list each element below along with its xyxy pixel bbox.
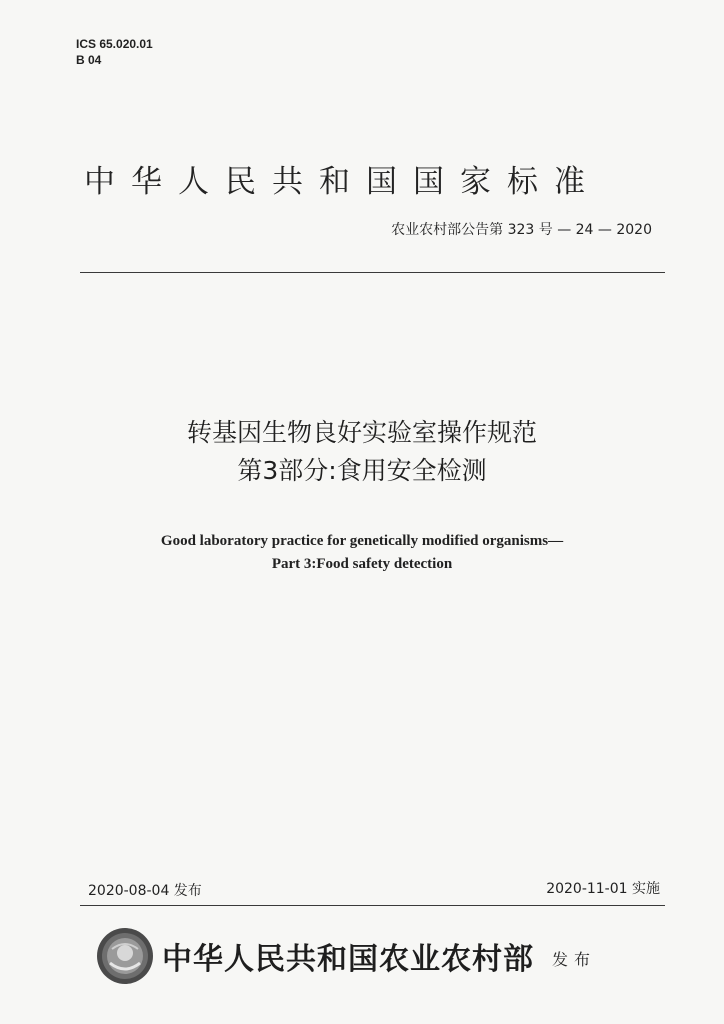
- ccs-code: B 04: [76, 53, 102, 67]
- top-divider: [80, 272, 665, 273]
- ministry-emblem-icon: [96, 927, 154, 985]
- bottom-divider: [80, 905, 665, 906]
- issue-date: 2020-08-04 发布: [88, 883, 202, 899]
- english-title-line-2: Part 3:Food safety detection: [271, 556, 453, 572]
- ics-code: ICS 65.020.01: [76, 37, 153, 51]
- chinese-title-line-2: 第3部分:食用安全检测: [237, 456, 487, 485]
- chinese-title: [0, 414, 724, 490]
- issue-label: 发布: [552, 949, 597, 969]
- national-standard-title: 中华人民共和国国家标准: [84, 164, 601, 200]
- implementation-date: 2020-11-01 实施: [546, 881, 660, 897]
- english-title: [0, 530, 724, 576]
- chinese-title-line-1: 转基因生物良好实验室操作规范: [186, 418, 537, 447]
- english-title-line-1: Good laboratory practice for genetically modified organisms—: [160, 533, 564, 549]
- issuing-authority: 中华人民共和国农业农村部: [162, 942, 534, 977]
- classification-codes: [76, 36, 153, 68]
- standard-number: 农业农村部公告第 323 号 — 24 — 2020: [391, 222, 652, 238]
- issuer-footer: [96, 926, 596, 986]
